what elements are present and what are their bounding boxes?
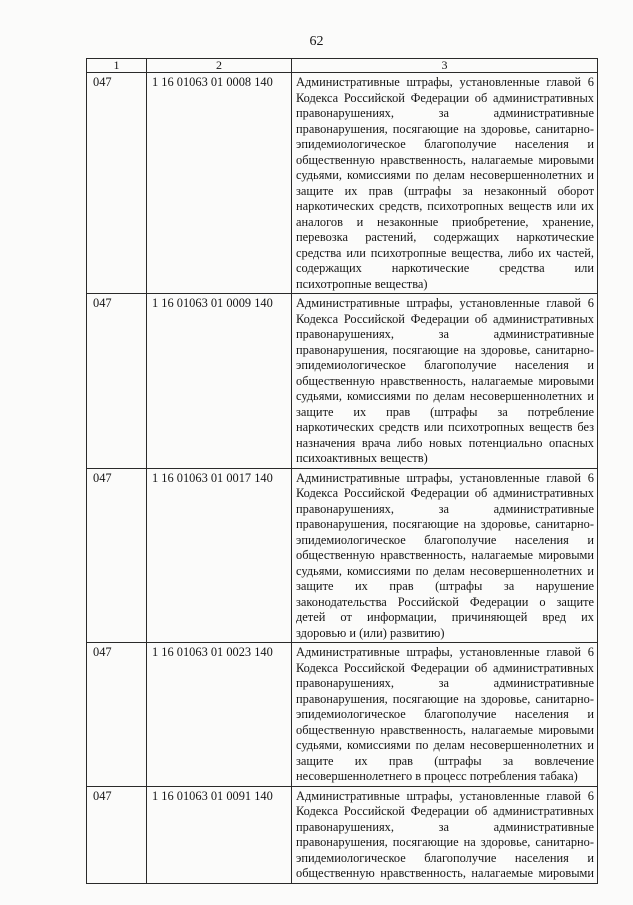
description-line: Кодекса Российской Федерации об административных [296,90,594,105]
description-line: общественную нравственность, налагаемые мировыми [296,152,594,167]
budget-code-cell: 1 16 01063 01 0023 140 [147,643,292,787]
description-line: Кодекса Российской Федерации об административных [296,311,594,326]
description-line: детей от информации, причиняющей вред их [296,610,594,624]
column-header-1: 1 [87,59,147,73]
description-line: эпидемиологическое благополучие населения и [296,358,594,372]
description-line: защите их прав (штрафы за вовлечение [296,753,594,768]
description-line: психотропные вещества) [296,276,428,291]
description-line: судьями, комиссиями по делам несовершеннолетних и [296,738,594,752]
description-line: наркотических средств, психотропных веществ или их [296,199,594,213]
description-line: Кодекса Российской Федерации об административных [296,660,594,675]
description-line: Кодекса Российской Федерации об административных [296,486,594,500]
admin-code-cell: 047 [87,294,147,469]
description-line: Административные штрафы, установленные главой 6 [296,75,594,89]
description-line: правонарушениях, за административные [296,676,594,690]
description-line: общественную нравственность, налагаемые мировыми [296,548,594,562]
budget-code-cell: 1 16 01063 01 0009 140 [147,294,292,469]
description-line: эпидемиологическое благополучие населения и [296,850,594,865]
description-line: общественную нравственность, налагаемые мировыми [296,866,594,880]
description-line: правонарушениях, за административные [296,106,594,120]
description-line: правонарушениях, за административные [296,327,594,341]
table-row [87,786,598,883]
description-line: назначения врача либо новых потенциально опасных [296,435,594,450]
description-line: Административные штрафы, установленные главой 6 [296,788,594,803]
description-line: наркотических средств или психотропных веществ без [296,420,594,434]
description-line: Кодекса Российской Федерации об административных [296,804,594,818]
admin-code-cell: 047 [87,468,147,643]
admin-code-cell: 047 [87,786,147,883]
table-row [87,73,598,294]
description-line: правонарушениях, за административные [296,501,594,516]
description-cell [292,786,598,883]
description-line: общественную нравственность, налагаемые мировыми [296,373,594,388]
description-line: средства или психотропные вещества, либо их частей, [296,245,594,260]
budget-code-cell: 1 16 01063 01 0017 140 [147,468,292,643]
description-line: Административные штрафы, установленные главой 6 [296,470,594,485]
header-row [87,59,598,73]
page-number: 62 [309,34,324,49]
description-line: правонарушения, посягающие на здоровье, санитарно- [296,835,594,849]
description-line: эпидемиологическое благополучие населения и [296,532,594,547]
description-cell [292,73,598,294]
description-line: судьями, комиссиями по делам несовершеннолетних и [296,563,594,578]
column-header-3: 3 [292,59,598,73]
description-line: эпидемиологическое благополучие населения и [296,137,594,151]
description-line: Административные штрафы, установленные главой 6 [296,645,594,659]
table-row [87,643,598,787]
description-line: судьями, комиссиями по делам несовершеннолетних и [296,168,594,182]
description-line: защите их прав (штрафы за нарушение [296,579,594,593]
description-cell [292,643,598,787]
admin-code-cell: 047 [87,643,147,787]
description-line: психоактивных веществ) [296,451,428,465]
budget-code-cell: 1 16 01063 01 0008 140 [147,73,292,294]
description-line: правонарушениях, за административные [296,819,594,834]
description-line: правонарушения, посягающие на здоровье, санитарно- [296,691,594,706]
column-header-2: 2 [147,59,292,73]
description-line: законодательства Российской Федерации о защите [296,594,594,609]
description-line: содержащих наркотические средства или [296,261,594,275]
description-line: перевозка растений, содержащих наркотические [296,230,594,244]
budget-code-cell: 1 16 01063 01 0091 140 [147,786,292,883]
description-cell [292,468,598,643]
table-row [87,294,598,469]
description-line: защите их прав (штрафы за потребление [296,404,594,419]
budget-codes-table [86,58,598,884]
table-row [87,468,598,643]
description-line: защите их прав (штрафы за незаконный оборот [296,183,594,198]
description-line: несовершеннолетнего в процесс потребления табака) [296,769,578,783]
description-line: правонарушения, посягающие на здоровье, санитарно- [296,121,594,136]
description-cell [292,294,598,469]
description-line: общественную нравственность, налагаемые мировыми [296,722,594,737]
description-line: здоровью и (или) развитию) [296,625,445,640]
description-line: эпидемиологическое благополучие населения и [296,707,594,721]
description-line: судьями, комиссиями по делам несовершеннолетних и [296,389,594,403]
description-line: Административные штрафы, установленные главой 6 [296,296,594,310]
description-line: правонарушения, посягающие на здоровье, санитарно- [296,342,594,357]
description-line: правонарушения, посягающие на здоровье, санитарно- [296,517,594,531]
admin-code-cell: 047 [87,73,147,294]
description-line: аналогов и незаконные приобретение, хранение, [296,214,594,229]
